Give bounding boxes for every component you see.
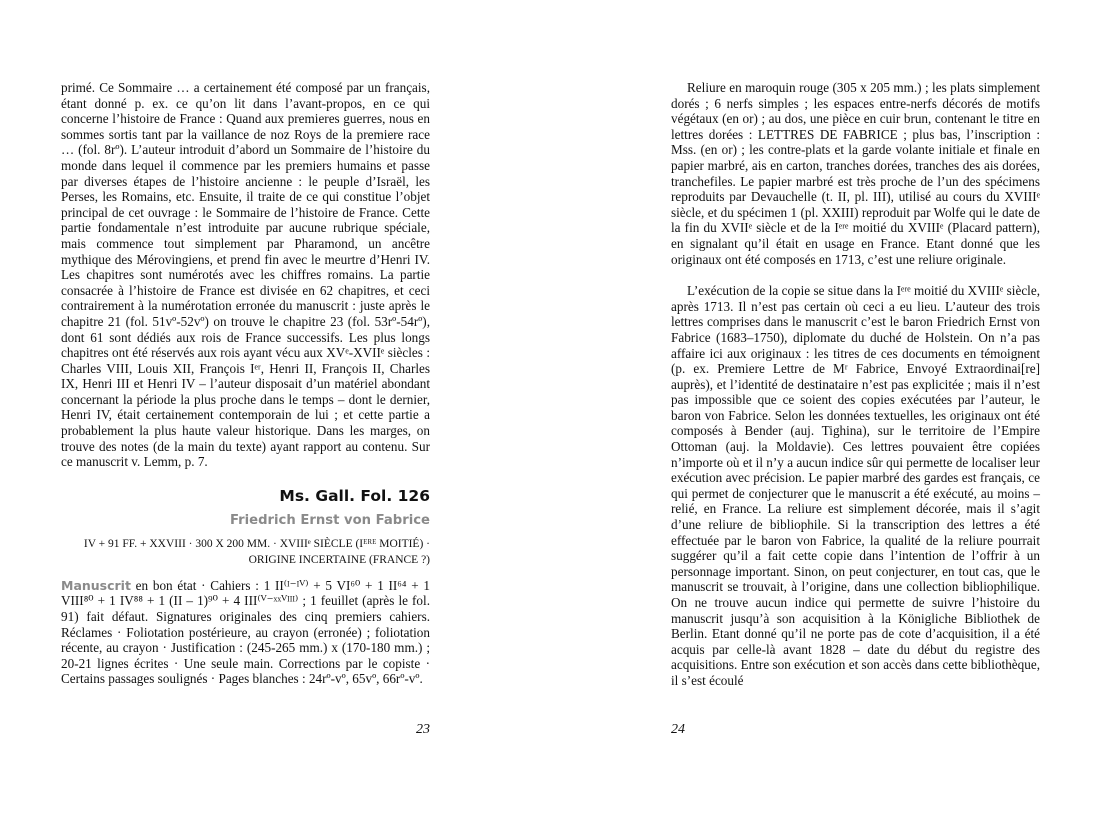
manuscript-description [61, 578, 430, 687]
right-page [671, 80, 1040, 689]
manuscript-author-heading: Friedrich Ernst von Fabrice [229, 512, 430, 528]
left-page [61, 80, 430, 687]
manuscript-shelfmark-heading: Ms. Gall. Fol. 126 [279, 486, 430, 505]
manuscript-collation: IV + 91 FF. + XXVIII · 300 X 200 MM. · XVIIIᵉ SIÈCLE (Iᴱᴿᴱ MOITIÉ) · ORIGINE INCERTAINE (FRANCE ?) [83, 537, 430, 566]
right-paragraph-2: L’exécution de la copie se situe dans la Iᵉʳᵉ moitié du XVIIIᵉ siècle, après 1713. Il n’est pas certain où ceci a eu lieu. L’auteur des trois lettres comprises dans le manuscrit c’est le baron Friedrich Ernst von Fabrice (1683–1750), diplomate du duché de Holstein. On n’a pas affaire ici aux originaux : les titres de ces documents en témoignent (p. ex. Premiere Lettre de Mʳ Fabrice, Envoyé Extraordinai[re] auprès), et l’identité de destinataire n’est pas explicitée ; mais il n’est pas impossible que ce soient des copies exécutées par l’auteur, le baron von Fabrice. Selon les données textuelles, les originaux ont été composés à Bender (auj. Tighina), sur le territoire de l’Empire Ottoman (auj. la Moldavie). Ces lettres pouvaient être copiées n’importe où et il n’y a aucun indice sûr qui permette de localiser leur exécution avec précision. Le papier marbré des gardes est français, ce qui permet de conjecturer que le manuscrit a été exécuté, au moins – relié, en France. La reliure est simplement décorée, mais il s’agit d’une reliure de bibliophile. Si la transcription des lettres a été effectuée par le baron von Fabrice, la qualité de la reliure pourrait suggérer qu’il a fait cette copie dans l’intention de l’offrir à un personnage important. Sinon, on peut conjecturer, en tout cas, que le manuscrit se trouvait, à l’origine, dans une collection bibliophilique. On ne trouve aucun indice qui permette de suivre l’histoire du manuscrit jusqu’à son acquisition à la Königliche Bibliothek de Berlin. Etant donné qu’il ne porte pas de cote d’acquisition, il a été acquis par celle-là avant 1828 – date du début du registre des acquisitions. Entre son exécution et son accès dans cette bibliothèque, il s’est écoulé [671, 283, 1040, 688]
right-paragraph-1: Reliure en maroquin rouge (305 x 205 mm.) ; les plats simplement dorés ; 6 nerfs simples ; les espaces entre-nerfs décorés de motifs végétaux (en or) ; au dos, une pièce en cuir brun, contenant le titre en lettres dorées : LETTRES DE FABRICE ; plus bas, l’inscription : Mss. (en or) ; les contre-plats et la garde volante initiale et finale en papier marbré, ais en carton, tranches dorées, tranches des ais dorées, tranchefiles. Le papier marbré est très proche de l’un des spécimens reproduits par Devauchelle (t. II, pl. III), utilisé au cours du XVIIIᵉ siècle, et du spécimen 1 (pl. XXIII) reproduit par Wolfe qui le date de la fin du XVIIᵉ siècle et de la Iᵉʳᵉ moitié du XVIIIᵉ (Placard pattern), en signalant qu’il était en usage en France. Etant donné que les originaux ont été composés en 1713, c’est une reliure originale. [671, 80, 1040, 267]
left-page-number: 23 [416, 722, 430, 737]
left-paragraph-1: primé. Ce Sommaire … a certainement été composé par un français, étant donné p. ex. ce qu’on lit dans l’avant-propos, en ce qui concerne l’histoire de France : Quand aux premieres guerres, nous en sommes sortis tant par la vaillance de noz Roys de la premiere race … (fol. 8rº). L’auteur introduit d’abord un Sommaire de l’histoire du monde dans lequel il commence par les premiers humains et passe par diverses étapes de l’histoire ancienne : le peuple d’Israël, les Perses, les Romains, etc. Ensuite, il traite de ce qui constitue l’objet principal de cet ouvrage : le Sommaire de l’histoire de France. Cette partie fondamentale n’est introduite par aucune rubrique spéciale, mais commence tout simplement par Pharamond, un ancêtre mythique des Mérovingiens, et prend fin avec le meurtre d’Henri IV. Les chapitres sont numérotés avec les chiffres romains. La partie consacrée à l’histoire de France est divisée en 62 chapitres, et ceci contrairement à la numérotation erronée du manuscrit : juste après le chapitre 21 (fol. 51vº-52vº) on trouve le chapitre 23 (fol. 53rº-54rº), dont 61 sont dédiés aux rois de France successifs. Les plus longs chapitres ont été réservés aux rois ayant vécu aux XVᵉ-XVIIᵉ siècles : Charles VIII, Louis XII, François Iᵉʳ, Henri II, François II, Charles IX, Henri III et Henri IV – l’auteur disposait d’un matériel abondant concernant la période la plus proche dans le temps – dont le dernier, Henri IV, était certainement contemporain de lui ; et cette partie a probablement la plus haute valeur historique. Dans les marges, on trouve des notes (de la main du texte) ayant rapport au contenu. Sur ce manuscrit v. Lemm, p. 7. [61, 80, 430, 470]
description-lead-word: Manuscrit [61, 577, 131, 593]
description-text: en bon état · Cahiers : 1 II⁽ᴵ⁻ᴵⱽ⁾ + 5 VI⁶⁰ + 1 II⁶⁴ + 1 VIII⁸⁰ + 1 IV⁸⁸ + 1 (II – 1)⁹⁰ + 4 III⁽ⱽ⁻ˣˣⱽᴵᴵᴵ⁾ ; 1 feuillet (après le fol. 91) fait défaut. Signatures originales des cinq premiers cahiers. Réclames · Foliotation postérieure, au crayon (erronée) ; foliotation récente, au crayon · Justification : (245-265 mm.) x (170-180 mm.) ; 20-21 lignes écrites · Une seule main. Corrections par le copiste · Certains passages soulignés · Pages blanches : 24rº-vº, 65vº, 66rº-vº. [61, 577, 430, 687]
right-page-number: 24 [671, 722, 685, 737]
